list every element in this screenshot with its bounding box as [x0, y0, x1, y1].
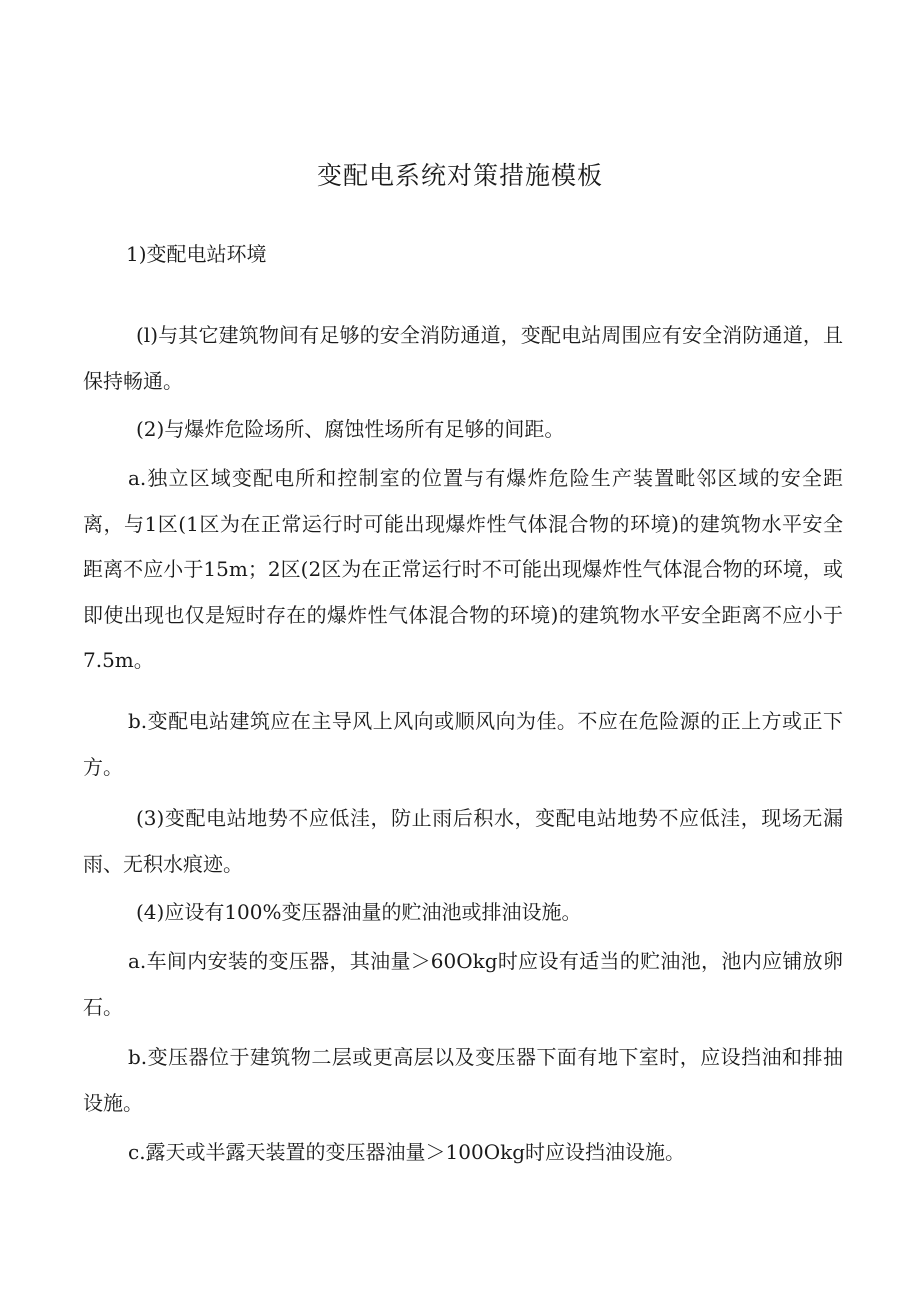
paragraph-zone-distance: a.独立区域变配电所和控制室的位置与有爆炸危险生产装置毗邻区域的安全距离，与1区(1区为在正常运行时可能出现爆炸性气体混合物的环境)的建筑物水平安全距离不应小于15m；2区(2区为在正常运行时不可能出现爆炸性气体混合物的环境，或即使出现也仅是短时存在的爆炸性气体混合物的环境)的建筑物水平安全距离不应小于7.5m。: [83, 466, 843, 672]
paragraph-upper-floor-transformer: b.变压器位于建筑物二层或更高层以及变压器下面有地下室时，应设挡油和排抽设施。: [83, 1045, 843, 1115]
paragraph-fire-passage: (l)与其它建筑物间有足够的安全消防通道，变配电站周围应有安全消防通道，且保持畅通。: [83, 323, 843, 393]
paragraph-outdoor-transformer: c.露天或半露天装置的变压器油量＞100Okg时应设挡油设施。: [128, 1140, 686, 1164]
paragraph-indoor-transformer: a.车间内安装的变压器，其油量＞60Okg时应设有适当的贮油池，池内应铺放卵石。: [83, 949, 843, 1019]
document-title: 变配电系统对策措施模板: [316, 161, 603, 190]
section-heading: 1)变配电站环境: [126, 242, 267, 266]
paragraph-oil-pool: (4)应设有100%变压器油量的贮油池或排油设施。: [136, 900, 582, 924]
paragraph-hazard-distance: (2)与爆炸危险场所、腐蚀性场所有足够的间距。: [136, 417, 565, 441]
paragraph-terrain: (3)变配电站地势不应低洼，防止雨后积水，变配电站地势不应低洼，现场无漏雨、无积水痕迹。: [83, 806, 843, 876]
paragraph-wind-direction: b.变配电站建筑应在主导风上风向或顺风向为佳。不应在危险源的正上方或正下方。: [83, 709, 843, 779]
